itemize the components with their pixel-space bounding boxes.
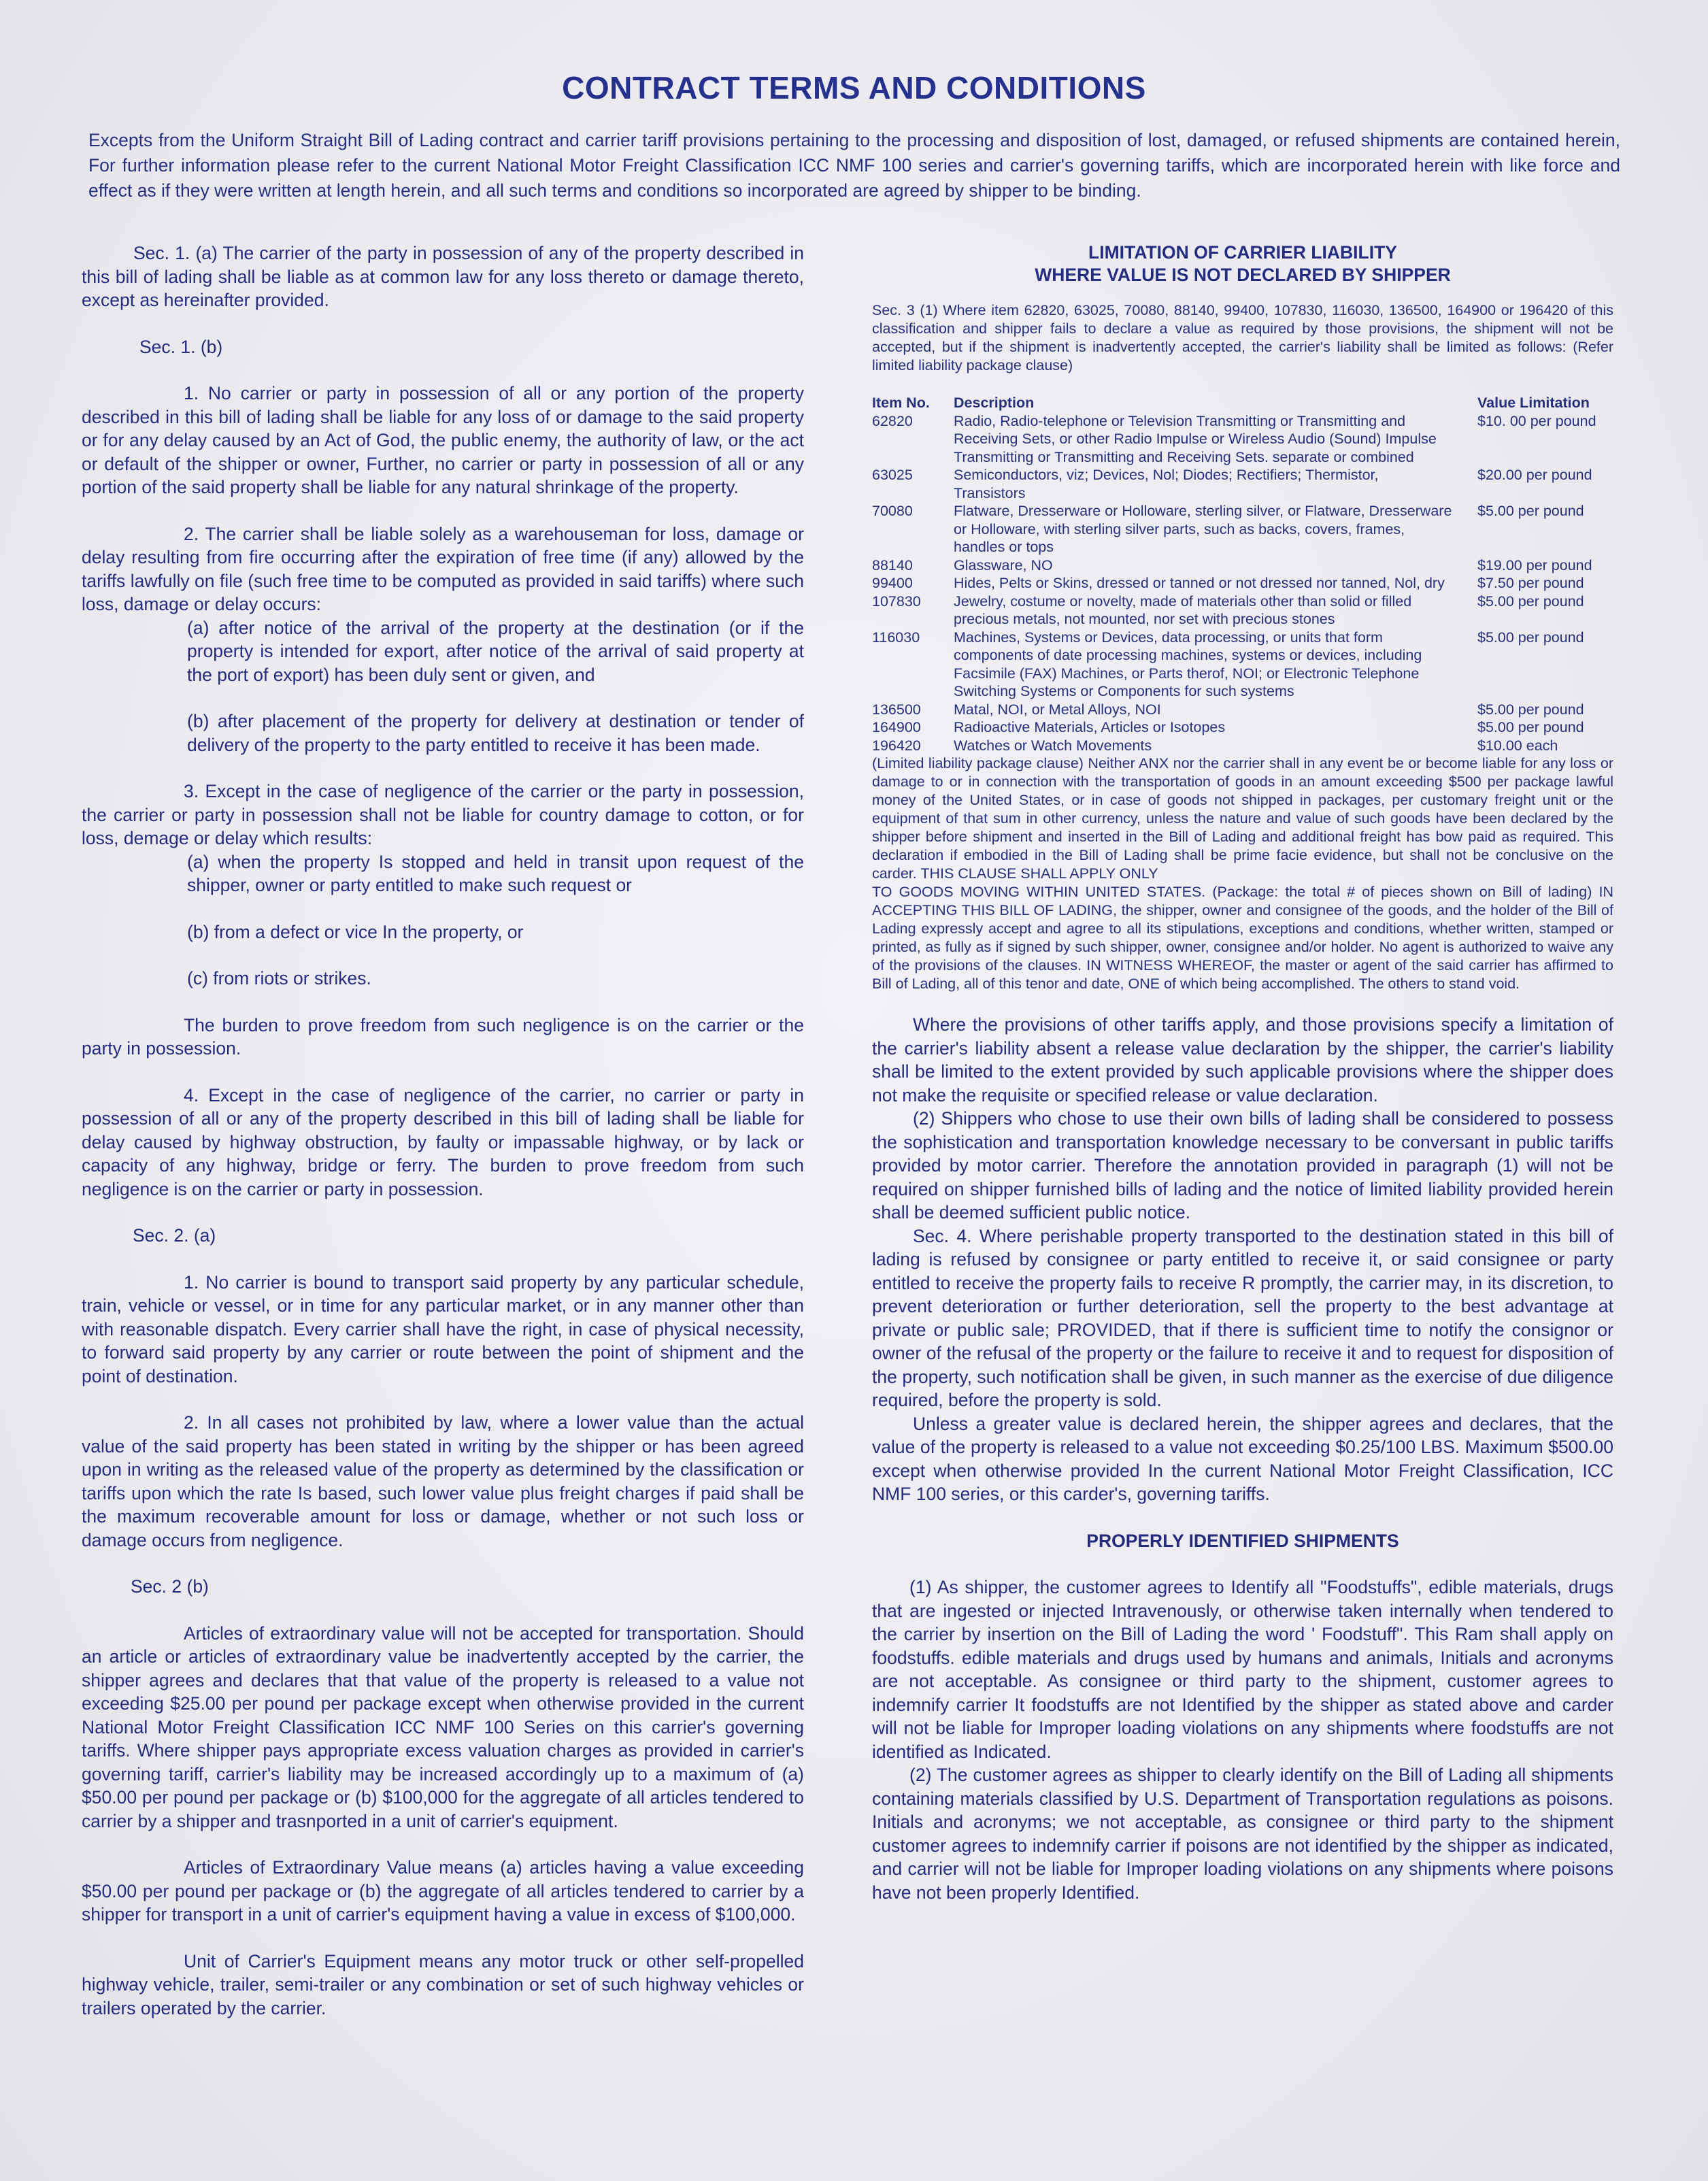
value-limitation-cell: $10.00 each (1477, 737, 1558, 754)
properly-identified-heading: PROPERLY IDENTIFIED SHIPMENTS (1086, 1530, 1399, 1551)
sec1b-p3a: (a) when the property Is stopped and held in transit upon request of the shipper, owner or party entitled to make such request or (187, 851, 804, 895)
item-number-cell: 70080 (872, 503, 913, 519)
value-limitation-cell: $7.50 per pound (1477, 575, 1584, 591)
value-limitation-table (872, 394, 1613, 754)
table-row (872, 701, 1613, 719)
sec1b-p3c: (c) from riots or strikes. (187, 968, 371, 988)
shippers-paragraph: (2) Shippers who chose to use their own bills of lading shall be considered to possess the sophistication and transportation knowledge necessary to be conversant in public tariffs provided by motor carrier. Therefore the annotation provided in paragraph (1) will not be required on shipper furnished bills of lading and the notice of limited liability provided herein shall be deemed sufficient public notice. (872, 1108, 1613, 1222)
limitation-heading: LIMITATION OF CARRIER LIABILITY (1088, 242, 1397, 263)
item-number-cell: 88140 (872, 556, 913, 573)
table-row (872, 629, 1613, 701)
table-row (872, 737, 1613, 755)
table-row (872, 466, 1613, 502)
description-cell: Watches or Watch Movements (954, 737, 1152, 754)
value-limitation-cell: $19.00 per pound (1477, 556, 1592, 573)
properly-identified-p2: (2) The customer agrees as shipper to clearly identify on the Bill of Lading all shipments containing materials classified by U.S. Department of Transportation regulations as poisons. Initials and acronyms; we not acceptable, as consignee or third party to the shipment customer agrees to indemnify carrier if poisons are not identified by the shipper as indicated, and carrier will not be liable for Improper loading violations on any shipments where poisons have not been properly Identified. (872, 1765, 1613, 1903)
sec2b-p3: Unit of Carrier's Equipment means any motor truck or other self-propelled highway vehicle, trailer, semi-trailer or any combination or set of such highway vehicles or trailers operated by the carrier. (82, 1950, 804, 2018)
item-number-cell: 107830 (872, 593, 921, 610)
table-row (872, 593, 1613, 629)
description-cell: Radioactive Materials, Articles or Isotopes (954, 719, 1226, 735)
value-limitation-cell: $10. 00 per pound (1477, 412, 1596, 429)
intro-paragraph: Excepts from the Uniform Straight Bill of Lading contract and carrier tariff provisions pertaining to the processing and disposition of lost, damaged, or refused shipments are contained herein, For further information please refer to the current National Motor Freight Classification ICC NMF 100 series and carrier's governing tariffs, which are incorporated herein with like force and effect as if they were written at length herein, and all such terms and conditions so incorporated are agreed by shipper to be binding. (88, 130, 1620, 201)
right-column (872, 242, 1613, 1904)
table-row (872, 502, 1613, 556)
value-limitation-cell: $5.00 per pound (1477, 629, 1584, 646)
sec1a-paragraph: Sec. 1. (a) The carrier of the party in possession of any of the property described in this bill of lading shall be liable as at common law for any loss thereto or damage thereto, except as hereinafter provided. (82, 243, 804, 310)
table-header-row (872, 394, 1613, 412)
description-cell: Jewelry, costume or novelty, made of materials other than solid or filled precious metals, not mounted, nor set with precious stones (954, 593, 1412, 627)
page-title: CONTRACT TERMS AND CONDITIONS (562, 70, 1146, 105)
description-cell: Semiconductors, viz; Devices, Nol; Diodes; Rectifiers; Thermistor, Transistors (954, 467, 1379, 501)
sec2a-heading: Sec. 2. (a) (133, 1225, 216, 1246)
description-cell: Flatware, Dresserware or Holloware, sterling silver, or Flatware, Dresserware or Holloware, with sterling silver parts, such as backs, covers, frames, handles or tops (954, 503, 1452, 555)
item-number-cell: 196420 (872, 737, 921, 754)
sec2b-heading: Sec. 2 (b) (131, 1576, 209, 1597)
unless-paragraph: Unless a greater value is declared herein, the shipper agrees and declares, that the value of the property is released to a value not exceeding $0.25/100 LBS. Maximum $500.00 except when otherwise provided In the current National Motor Freight Classification, ICC NMF 100 series, or this carder's, governing tariffs. (872, 1413, 1613, 1504)
description-cell: Hides, Pelts or Skins, dressed or tanned or not dressed nor tanned, Nol, dry (954, 575, 1445, 591)
table-row (872, 556, 1613, 575)
sec4-paragraph: Sec. 4. Where perishable property transported to the destination stated in this bill of lading is refused by consignee or party entitled to receive it, or said consignee or party entitled to receive the property fails to receive R promptly, the carrier may, in its discretion, to prevent deterioration or further deterioration, sell the property to the best advantage at private or public sale; PROVIDED, that if there is sufficient time to notify the consignor or owner of the refusal of the property or the failure to receive it and to request for disposition of the property, such notification shall be given, in such manner as the exercise of due diligence required, before the property is sold. (872, 1225, 1613, 1410)
description-cell: Glassware, NO (954, 556, 1053, 573)
header-value-limitation: Value Limitation (1477, 395, 1590, 411)
item-number-cell: 62820 (872, 412, 913, 429)
item-number-cell: 63025 (872, 467, 913, 483)
value-limitation-cell: $5.00 per pound (1477, 701, 1584, 718)
header-item-no: Item No. (872, 395, 930, 411)
sec3-paragraph: Sec. 3 (1) Where item 62820, 63025, 70080, 88140, 99400, 107830, 116030, 136500, 164900 or 196420 of this classification and shipper fails to declare a value as required by those provisions, the shipment will not be accepted, but if the shipment is inadvertently accepted, the carrier's liability shall be limited as follows: (Refer limited liability package clause) (872, 302, 1613, 373)
header-description: Description (954, 395, 1035, 411)
package-clause: (Limited liability package clause) Neither ANX nor the carrier shall in any event be or become liable for any loss or damage to or in connection with the transportation of goods in an amount exceeding $500 per package lawful money of the United States, or in case of goods not shipped in packages, per customary freight unit or the equipment of that sum in other currency, unless the nature and value of such goods have been declared by the shipper before shipment and inserted in the Bill of Lading and additional freight has bow paid as required. This declaration if embodied in the Bill of Lading shall be prime facie evidence, but shall not be conclusive on the carder. THIS CLAUSE SHALL APPLY ONLY (872, 755, 1613, 882)
package-clause-continued: TO GOODS MOVING WITHIN UNITED STATES. (Package: the total # of pieces shown on Bill of lading) IN ACCEPTING THIS BILL OF LADING, the shipper, owner and consignee of the goods, and the holder of the Bill of Lading expressly accept and agree to all its stipulations, exceptions and conditions, whether written, stamped or printed, as fully as if signed by such shipper, owner, consignee and/or holder. No agent is authorized to waive any of the provisions of the clauses. IN WITNESS WHEREOF, the master or agent of the said carrier has affirmed to Bill of Lading, all of this tenor and date, ONE of which being accomplished. The others to stand void. (872, 884, 1613, 992)
sec1b-p3: 3. Except in the case of negligence of the carrier or the party in possession, the carrier or party in possession shall not be liable for country damage to cotton, or for loss, demage or delay which results: (82, 781, 804, 848)
sec2a-p1: 1. No carrier is bound to transport said property by any particular schedule, train, vehicle or vessel, or in time for any particular market, or in any manner other than with reasonable dispatch. Every carrier shall have the right, in case of physical necessity, to forward said property by any carrier or route between the point of shipment and the point of destination. (82, 1271, 804, 1386)
sec1b-p3b: (b) from a defect or vice In the property, or (187, 921, 524, 942)
sec1b-p4: 4. Except in the case of negligence of the carrier, no carrier or party in possession of all or any of the property described in this bill of lading shall be liable for delay caused by highway obstruction, by faulty or impassable highway, or by lack or capacity of any highway, bridge or ferry. The burden to prove freedom from such negligence is on the carrier or party in possession. (82, 1084, 804, 1199)
sec2a-p2: 2. In all cases not prohibited by law, where a lower value than the actual value of the said property has been stated in writing by the shipper or has been agreed upon in writing as the released value of the property as determined by the classification or tariffs upon which the rate Is based, such lower value plus freight charges if paid shall be the maximum recoverable amount for loss or damage, whether or not such loss or damage occurs from negligence. (82, 1412, 804, 1550)
table-row (872, 412, 1613, 467)
item-number-cell: 136500 (872, 701, 921, 718)
description-cell: Radio, Radio-telephone or Television Transmitting or Transmitting and Receiving Sets, or other Radio Impulse or Wireless Audio (Sound) Impulse Transmitting or Transmitting and Receiving Sets. separate or combined (954, 412, 1437, 465)
item-number-cell: 164900 (872, 719, 921, 735)
value-limitation-cell: $20.00 per pound (1477, 467, 1592, 483)
sec1b-p2: 2. The carrier shall be liable solely as a warehouseman for loss, damage or delay resulting from fire occurring after the expiration of free time (if any) allowed by the tariffs lawfully on file (such free time to be computed as provided in said tariffs) where such loss, damage or delay occurs: (82, 523, 804, 614)
burden-paragraph: The burden to prove freedom from such negligence is on the carrier or the party in possession. (82, 1014, 804, 1059)
description-cell: Machines, Systems or Devices, data processing, or units that form components of date processing machines, systems or devices, including Facsimile (FAX) Machines, or Parts therof, NOI; or Electronic Telephone Switching Systems or Components for such systems (954, 629, 1422, 699)
sec1b-p2b: (b) after placement of the property for delivery at destination or tender of delivery of the property to the party entitled to receive it has been made. (187, 711, 804, 755)
value-limitation-cell: $5.00 per pound (1477, 719, 1584, 735)
description-cell: Matal, NOI, or Metal Alloys, NOI (954, 701, 1161, 718)
left-column (82, 242, 804, 2020)
sec2b-p2: Articles of Extraordinary Value means (a) articles having a value exceeding $50.00 per pound per package or (b) the aggregate of all articles tendered to carrier by a shipper for transport in a unit of carrier's equipment having a value in excess of $100,000. (82, 1857, 804, 1925)
limitation-subheading: WHERE VALUE IS NOT DECLARED BY SHIPPER (1035, 265, 1451, 285)
properly-identified-p1: (1) As shipper, the customer agrees to Identify all "Foodstuffs", edible materials, drugs that are ingested or injected Intravenously, or otherwise taken internally when tendered to the carrier by insertion on the Bill of Lading the word ' Foodstuff". This Ram shall apply on foodstuffs. edible materials and drugs used by humans and animals, Initials and acronyms are not acceptable. As consignee or third party to the shipment, customer agrees to indemnify carrier It foodstuffs are not Identified by the shipper as stated above and carder will not be liable for Improper loading violations on any shipments where foodstuffs are not identified as Indicated. (872, 1577, 1613, 1762)
table-row (872, 718, 1613, 737)
value-limitation-cell: $5.00 per pound (1477, 503, 1584, 519)
sec1b-p1: 1. No carrier or party in possession of all or any portion of the property described in this bill of lading shall be liable for any loss of or damage to the said property or for any delay caused by an Act of God, the public enemy, the authority of law, or the act or default of the shipper or owner, Further, no carrier or party in possession of all or any portion of the said property shall be liable for any natural shrinkage of the property. (82, 383, 804, 497)
item-number-cell: 99400 (872, 575, 913, 591)
table-row (872, 574, 1613, 593)
where-paragraph: Where the provisions of other tariffs apply, and those provisions specify a limitation of the carrier's liability absent a release value declaration by the shipper, the carrier's liability shall be limited to the extent provided by such applicable provisions where the shipper does not make the requisite or specified release or value declaration. (872, 1014, 1613, 1105)
sec1b-heading: Sec. 1. (b) (139, 336, 223, 357)
value-limitation-cell: $5.00 per pound (1477, 593, 1584, 610)
sec2b-p1: Articles of extraordinary value will not be accepted for transportation. Should an article or articles of extraordinary value be inadvertently accepted by the carrier, the shipper agrees and declares that that value of the property is released to a value not exceeding $25.00 per pound per package except when otherwise provided in the current National Motor Freight Classification ICC NMF 100 Series on this carrier's governing tariffs. Where shipper pays appropriate excess valuation charges as provided in carrier's governing tariff, carrier's liability may be increased accordingly up to a maximum of (a) $50.00 per pound per package or (b) $100,000 for the aggregate of all articles tendered to carrier by a shipper and trasnported in a unit of carrier's equipment. (82, 1622, 804, 1831)
item-number-cell: 116030 (872, 629, 920, 646)
sec1b-p2a: (a) after notice of the arrival of the property at the destination (or if the property is intended for export, after notice of the arrival of said property at the port of export) has been duly sent or given, and (187, 617, 804, 685)
